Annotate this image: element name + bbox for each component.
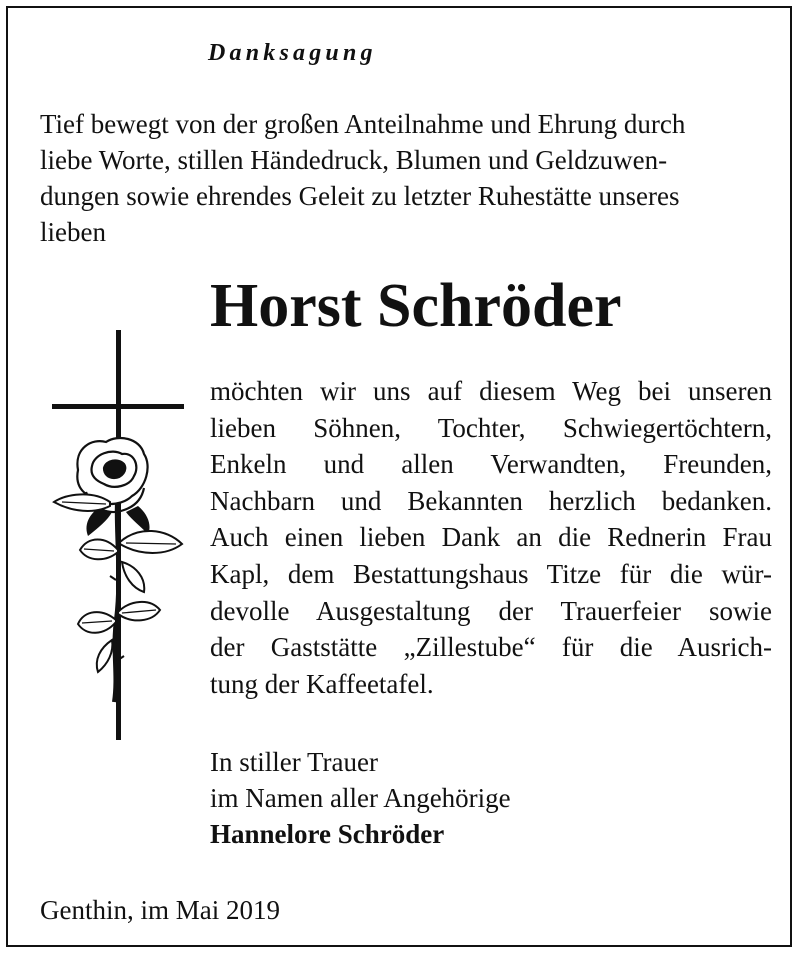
place-date: Genthin, im Mai 2019 xyxy=(40,895,280,925)
deceased-name: Horst Schröder xyxy=(210,272,622,340)
heading-danksagung: Danksagung xyxy=(208,40,377,66)
thanks-line: lieben Söhnen, Tochter, Schwiegertöchtern, xyxy=(210,412,772,443)
thanks-line: möchten wir uns auf diesem Weg bei unseren xyxy=(210,376,772,406)
intro-line: Tief bewegt von der großen Anteilnahme und Ehrung durch xyxy=(40,109,686,139)
thanks-paragraph xyxy=(210,373,772,702)
signer-name: Hannelore Schröder xyxy=(210,819,445,849)
thanks-line: tung der Kaffeetafel. xyxy=(210,668,434,699)
intro-line: liebe Worte, stillen Händedruck, Blumen und Geldzuwen- xyxy=(40,145,668,175)
closing-line: In stiller Trauer xyxy=(210,747,378,777)
closing-line: im Namen aller Angehörige xyxy=(210,783,511,813)
thanks-line: Auch einen lieben Dank an die Rednerin Frau xyxy=(210,522,772,553)
thanks-line: devolle Ausgestaltung der Trauerfeier sowie xyxy=(210,595,772,626)
thanks-line: Nachbarn und Bekannten herzlich bedanken. xyxy=(210,485,772,516)
thanks-line: Kapl, dem Bestattungshaus Titze für die wür- xyxy=(210,558,772,589)
intro-line: lieben xyxy=(40,217,106,247)
signoff-block xyxy=(210,744,511,852)
intro-line: dungen sowie ehrendes Geleit zu letzter Ruhestätte unseres xyxy=(40,181,680,211)
thanks-line: Enkeln und allen Verwandten, Freunden, xyxy=(210,449,772,480)
thanks-line: der Gaststätte „Zillestube“ für die Ausrich- xyxy=(210,632,772,663)
cross-with-rose-icon xyxy=(48,330,192,740)
intro-paragraph xyxy=(40,106,772,250)
obituary-card xyxy=(6,6,792,947)
